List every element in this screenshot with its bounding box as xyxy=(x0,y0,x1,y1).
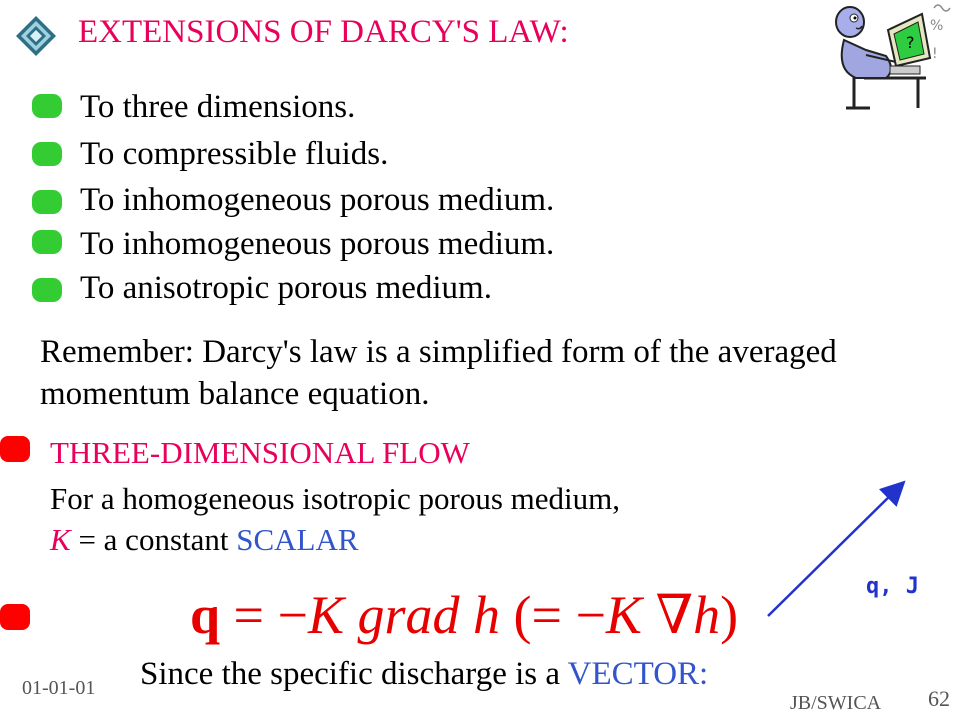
eq-k2: K xyxy=(605,585,642,645)
scalar-word: SCALAR xyxy=(236,522,359,557)
bullet-dot xyxy=(32,230,62,254)
remember-line-2: momentum balance equation. xyxy=(40,376,430,412)
k-symbol: K xyxy=(50,522,71,557)
vector-label: q, J xyxy=(866,574,919,599)
bullet-item: To three dimensions. xyxy=(80,89,356,125)
svg-text:?: ? xyxy=(906,33,915,52)
bullet-item: To inhomogeneous porous medium. xyxy=(80,226,555,262)
eq-h: h xyxy=(693,585,721,645)
constant-k-line xyxy=(50,522,359,558)
section-title: THREE-DIMENSIONAL FLOW xyxy=(50,435,470,470)
eq-q: q xyxy=(190,585,221,645)
since-line xyxy=(140,656,708,693)
vector-arrow-icon xyxy=(760,470,920,630)
computer-user-clipart-icon xyxy=(826,0,956,112)
red-bullet xyxy=(0,604,30,630)
eq-equals: = − xyxy=(220,585,308,645)
bullet-item: To anisotropic porous medium. xyxy=(80,270,492,306)
footer-date: 01-01-01 xyxy=(22,677,96,699)
eq-paren-open: (= − xyxy=(500,585,606,645)
red-bullet xyxy=(0,436,30,462)
bullet-item: To inhomogeneous porous medium. xyxy=(80,182,555,218)
diamond-logo-icon xyxy=(14,14,58,58)
bullet-dot xyxy=(32,190,62,214)
eq-nabla: ∇ xyxy=(641,585,694,645)
since-text: Since the specific discharge is a xyxy=(140,656,568,692)
darcy-equation xyxy=(190,583,738,646)
bullet-item: To compressible fluids. xyxy=(80,136,389,172)
page-number: 62 xyxy=(928,686,950,711)
footer-org: JB/SWICA xyxy=(790,692,882,714)
remember-line-1: Remember: Darcy's law is a simplified form of the averaged xyxy=(40,334,837,370)
vector-word: VECTOR: xyxy=(567,656,709,692)
homogeneous-line: For a homogeneous isotropic porous medium, xyxy=(50,481,620,516)
bullet-dot xyxy=(32,94,62,118)
eq-paren-close: ) xyxy=(720,585,739,645)
svg-text:!: ! xyxy=(932,46,938,62)
eq-k: K xyxy=(307,585,344,645)
slide-title: EXTENSIONS OF DARCY'S LAW: xyxy=(78,14,569,50)
bullet-dot xyxy=(32,142,62,166)
svg-text:%: % xyxy=(930,18,944,34)
bullet-dot xyxy=(32,278,62,302)
eq-grad: grad h xyxy=(344,585,501,645)
k-text: = a constant xyxy=(70,522,237,557)
